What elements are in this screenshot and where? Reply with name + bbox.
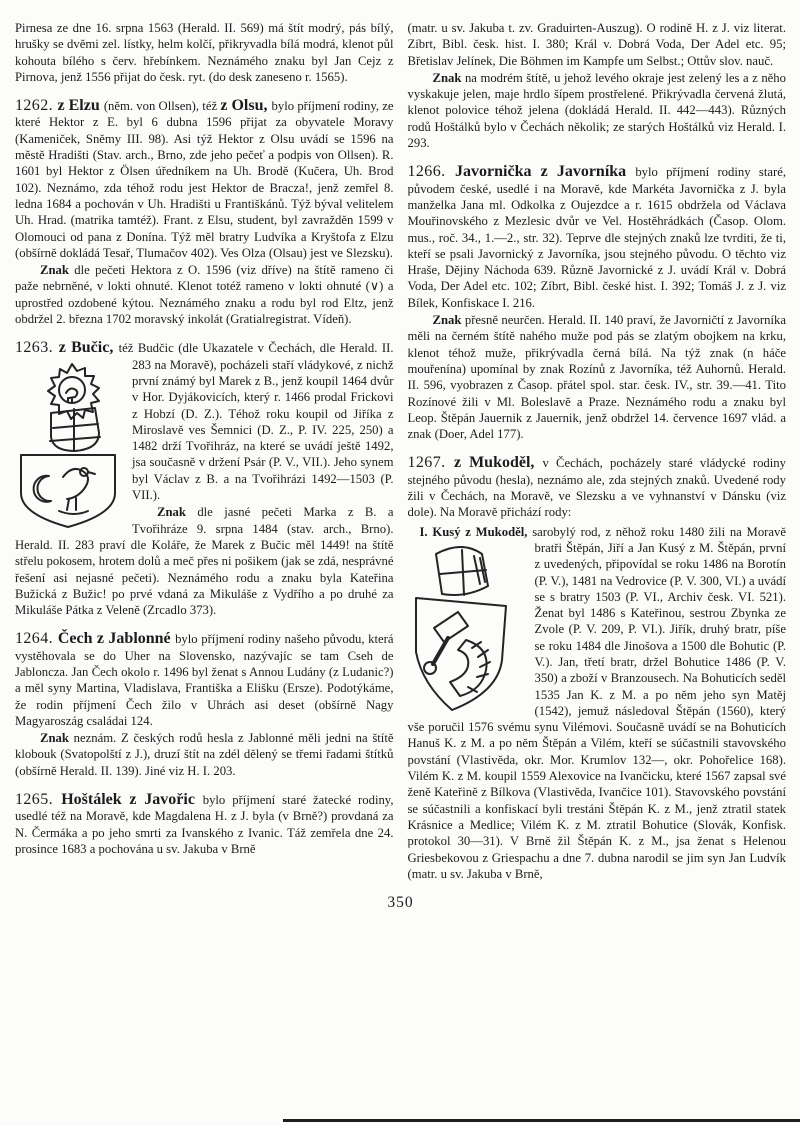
znak-1265 (408, 70, 787, 151)
text-segment: Znak (432, 70, 465, 85)
text-segment: (něm. von Ollsen), též (103, 99, 221, 114)
text-segment: Čech z Jablonné (57, 630, 176, 648)
mukodel-coat-of-arms-image (408, 544, 524, 716)
entry-1266 (408, 164, 787, 311)
text-segment: Znak (40, 263, 75, 278)
znak-1264 (15, 730, 394, 779)
text-segment: 1264. (15, 630, 58, 648)
bucic-arms-float (15, 361, 121, 531)
text-segment: z Bučic, (58, 339, 119, 357)
continuation-paragraph (408, 20, 787, 69)
entry-1265 (15, 792, 394, 857)
text-segment: Znak (157, 505, 198, 520)
column-left (15, 20, 394, 882)
text-segment: (matr. u sv. Jakuba t. zv. Graduirten-Auszug). O rodině H. z J. viz literat. Zíbrt, Bibl. česk. hist. I. 380; Král v. Dobrá Voda, Der Adel etc. 95; Břetislav Jelínek, Die Böhmen im Kampfe um Selbst.; Ottův slov. nauč. (407, 21, 786, 68)
text-segment: v Čechách, pocházely staré vládycké rodiny stejného původu (hesla), neznámo ale, zda stejných znaků. Uvedené rody žili v Čechách, na Moravě, ve Slezsku a ve vyhnanství v Dánsku (viz dole). Na Moravě přichází rody: (407, 456, 786, 520)
text-segment: 1480 žili na Moravě bratři Štěpán, Jiří a Jan Kusý z M. Štěpán, první z uvedených, připovídal se roku 1486 na Borotín (P. V.), 1481 na Vedrovice (P. V. 300, VI.) a uvádí se s bratry 1503 (P. VI., Archiv česk. VI. 521). Ženat byl 1486 s Kateřinou, sestrou Zbynka ze Zvole (P. V. 209, P. VI.). Jiřík, druhý bratr, píše se roku 1484 dle Jinošova a 1500 dle Bohutic (P. V.). Jan, třetí bratr, držel Bohutice 1486 (P. V. 350) a zboží v Branzousech. Na Bohuticích seděl 1535 Jan K. z M. a po něm jeho syn Matěj (1542), jemuž následoval Štěpán (1560), který vše poručil 1576 svému synu Vilémovi. Současně uvádí se na Bohuticích Hanuš K. z M. a po něm Štěpán a Vilém, kteří se súčastnili stavovského povstání (Vlastivěda, okr. Mor. Krumlov 132—, okr. Pohořelice 168). Vilém K. z M. koupil 1559 Alexovice na Ivančicku, které 1567 zapsal své ženě Kateřině z Bílkova (Vlastivěda, Ivančice 101). Stavovského povstání se súčastnili a konfiskací byli trestáni Štěpán K. z M., jenž ztratil statek Krásnice a Medlice; Vilém K. z M. ztratil Bohutice (Slovák, Konfisk. protokol 30—31). V Brně žil Štěpán K. z M., jsa ženat s Helenou Griesbekovou z Griespachu a dne 7. dubna narodil se jim syn Jan Ludvík (matr. u sv. Jakuba v Brně, (407, 524, 786, 881)
text-segment: bylo příjmení rodiny staré, původem české, usedlé i na Moravě, kde Markéta Javornička z J. byla manželka Jana ml. Odkolka z Oujezdce a r. 1615 obdržela od Václava Mouřinovského z Mezlesic dvůr ve Vel. Hostěhrádkách (Časop. Olom. mus., roč. 34., 1.—2., str. 32). Teprve dle stejných znaků lze tvrditi, že ti, kteří se psali Javornický z Javorníka, jsou stejného původu. O těchto viz Hraše, Dějiny Náchoda 639. Různě Javornické z J. uvádí Král v. Dobrá Voda, Der Adel etc. 102; Zíbrt, Bibl. české hist. I. 392; Tomáš J. z J. viz Bílek, Konfiskace I. 216. (407, 165, 787, 310)
entry-1264 (15, 631, 394, 729)
text-segment: přesně neurčen. Herald. II. 140 praví, že Javorničtí z Javorníka měli na černém štítě nahého muže pod pás se zlatým obojkem na krku, klenot téhož muže, přikrývadla černá bílá. Na týž znak (n háče mouřenína) upomínal by znak Rozínů z Javorníka, též Auhornů. Herald. II. 596, vyobrazen z Časop. přátel spol. star. česk. IV., str. 39.—41. Tito Rozínové žili v Ml. Boleslavě a Praze. Neznámého rodu a znaku byl Leop. Štěpán Jauernik z Jauernik, jenž obdržel 14. července 1697 vlád. a znak (Doer, Adel 177). (407, 313, 786, 442)
entry-1267 (408, 455, 787, 520)
scan-artifact-line (283, 1119, 800, 1122)
text-segment: z Olsu, (220, 97, 272, 115)
text-segment: bylo příjmení rodiny našeho původu, která vystěhovala se do Uher na Slovensko, nazývajíc se tam Cseh de Jabloncza. Jan Čech okolo r. 1496 byl ženat s Annou Ludány (z Ludanic?) a měl syny Martina, Vladislava, Františka a Elišku (Ersze). Podotýkáme, že rodin příjmení Čech žilo v Uhrách asi deset (obšírně Nagy Magyaroszág családai 124. (15, 632, 394, 728)
text-segment: neznám. Z českých rodů hesla z Jablonné měli jedni na štítě klobouk (Svatopolští z J.), druzí štít na zdél dělený se třemi řadami štítků (obšírně Herald. II. 139). Jiné viz H. I. 203. (15, 731, 394, 778)
continuation-paragraph (15, 20, 394, 85)
entry-1263 (15, 340, 394, 503)
text-segment: na modrém štítě, u jehož levého okraje jest zelený les a z něho vyskakuje jelen, maje hrdlo šípem prostřelené. Přikrývadla červená žlutá, klenot polovice téhož jelena (dokládá Herald. II. 442—443). Různých rodů Hoštálků bylo v Čechách několik; ze starých Hoštálků viz Herald. I. 293. (407, 70, 786, 151)
text-segment: I. Kusý z Mukoděl, (419, 524, 533, 539)
text-segment: Hoštálek z Javořic (61, 791, 203, 809)
text-segment: Znak (40, 731, 74, 746)
text-segment: 1266. (407, 163, 456, 181)
text-segment: 1262. (15, 97, 58, 115)
text-segment: též Budčic (dle Ukazatele v Čechách, (118, 341, 320, 356)
text-segment: dle Herald. II. 283 na Moravě), pocházeli staří vládykové, z nichž první známý byl Marek z B., jenž koupil 1464 dvůr v Hor. Dyjákovicích, který r. 1466 prodal Frickovi z Hobzí (D. Z.). Téhož roku koupil od Jiříka z Miroslavě ves Šemnici (D. Z., P. IV. 225, 250) a 1482 drží Tvořihráz, na které se uvádí ještě 1492, jsa současně v držení Psár (P. V., VII.). Jeho synem byl Václav z B. a na Tvořihrázi 1492—1503 (P. VII.). (132, 341, 394, 503)
bucic-coat-of-arms-image (15, 361, 121, 531)
text-segment: Znak (432, 313, 465, 328)
text-segment: 1267. (407, 454, 454, 472)
text-segment: sarobylý rod, z něhož roku (532, 524, 679, 539)
znak-1266 (408, 312, 787, 442)
text-segment: Javornička z Javorníka (455, 163, 636, 181)
znak-1262 (15, 262, 394, 327)
text-columns (15, 20, 786, 882)
text-segment: z Elzu (57, 97, 104, 115)
mukodel-arms-float (408, 544, 524, 716)
page-number: 350 (387, 894, 414, 912)
text-segment: bylo příjmení staré žatecké rodiny, usedlé též na Moravě, kde Magdalena H. z J. byla (v Brně?) provdaná za N. Čermáka a po jeho smrti za Ivanského z Ivanic. Táž zemřela dne 24. prosince 1683 a pochována u sv. Jakuba v Brně (15, 793, 394, 856)
text-segment: Pirnesa ze dne 16. srpna 1563 (Herald. II. 569) má štít modrý, pás bílý, hrušky se dvěmi zel. lístky, helm kolčí, přikryvadla bílá modrá, klenot půl kohouta bílého s červ. hřebínkem. Neznámého znaku byl Jan Cejz z Pirnova, jenž 1556 přijat do česk. ryt. (do desk zaneseno r. 1565). (15, 21, 394, 84)
text-segment: dle jasné pečeti Marka z B. a Tvořihráze 9. srpna 1484 (stav. arch., Brno). Herald. II. 283 praví dle Koláře, že Marek z Bučic měl 1449! na štítě střelu pokosem, hrotem dolů a meč přes ni pošikem (jak se zdá, nesprávné řešení asi nejasné pečeti). Neznámého rodu a znaku byla Kateřina Bužická z Bužic! po prvé vdaná za Mikuláše z Vydřího a po druhé za Mikuláše Pátka z Veleně (Zrcadlo 373). (15, 505, 394, 618)
column-right (408, 20, 787, 882)
text-segment: z Mukoděl, (453, 454, 543, 472)
entry-1262 (15, 98, 394, 261)
text-segment: 1263. (15, 339, 59, 357)
subentry-kusy-z-mukodel (408, 524, 787, 883)
text-segment: bylo příjmení rodiny, ze které Hektor z E. byl 6 dubna 1596 přijat za obyvatele Moravy (Kameniček, Sněmy III. 98). Asi týž Hektor z Olsu uvádí se 1596 na městě Hradišti (Stav. arch., Brno, zde jeho pečeť a podpis von Ollsen). R. 1601 byl Hektor z Ölsen úředníkem na Uh. Brodě (Kučera, Uh. Brod 102). Neznámo, zda téhož rodu jest Hektor de Bracza!, jenž zemřel 8. ledna 1684 a pochován v Uh. Hradišti u Františkánů. Týž býval velitelem Uh. Hrad. (matrika tamtéž). Frant. z Elsu, student, byl zavražděn 1599 v Olomouci od pana z Donína. Týž měl bratry Ludvíka a Kryštofa z Elzu (obšírně dokládá Tesař, Tlumačov 402). Ves Olza (Olsau) jest ve Slezsku). (15, 99, 394, 260)
text-segment: 1265. (15, 791, 62, 809)
text-segment: dle pečeti Hektora z O. 1596 (viz dříve) na štítě rameno či paže nebrněné, v lokti ohnuté. Klenot totéž rameno v lokti ohnuté (∨) a uprostřed ozdobené kýtou. Neznámého znaku a rodu byl rod Eltz, jenž obdržel 2. března 1702 moravský inkolát (Gratialregistrat. Vídeň). (15, 263, 394, 327)
